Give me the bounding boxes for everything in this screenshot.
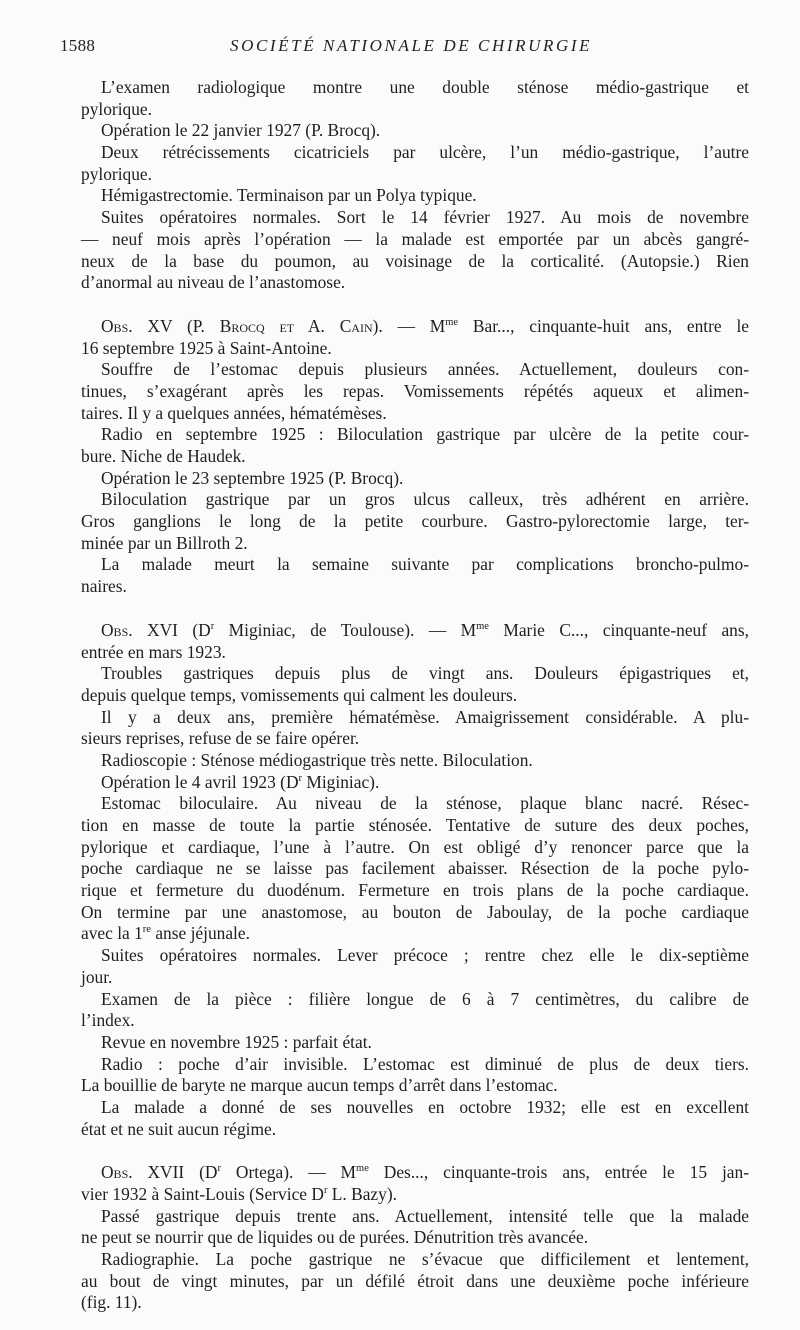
text-line (81, 1184, 749, 1206)
superscript: re (142, 924, 151, 936)
observation-15 (81, 316, 749, 598)
text-line: pylorique et cardiaque, l’une à l’autre. On est obligé d’y renoncer parce que la (81, 836, 749, 857)
text-line: Il y a deux ans, première hématémèse. Amaigrissement considérable. A plu- (101, 706, 749, 727)
text-line: Suites opératoires normales. Sort le 14 février 1927. Au mois de novembre (101, 207, 749, 228)
text-line: pylorique. (81, 98, 152, 119)
text-line: bure. Niche de Haudek. (81, 446, 246, 466)
text-line (101, 772, 749, 794)
superscript: me (476, 620, 489, 632)
text-line: sieurs reprises, refuse de se faire opérer. (81, 728, 360, 749)
text-line: Estomac biloculaire. Au niveau de la sténose, plaque blanc nacré. Résec- (101, 793, 749, 814)
text-line: Opération le 22 janvier 1927 (P. Brocq). (101, 120, 381, 141)
text-line: minée par un Billroth 2. (81, 532, 248, 553)
text-line: poche cardiaque ne se laisse pas facilement abaisser. Résection de la poche pylo- (81, 858, 749, 879)
text-line: Deux rétrécissements cicatriciels par ulcère, l’un médio-gastrique, l’autre (101, 142, 749, 163)
text-line: La malade a donné de ses nouvelles en octobre 1932; elle est en excellent (101, 1096, 749, 1117)
text-line: neux de la base du poumon, au voisinage de la corticalité. (Autopsie.) Rien (81, 250, 749, 271)
text-line (81, 923, 749, 945)
text-fragment: Des..., cinquante-trois ans, entrée le 15 jan- (368, 1162, 749, 1183)
text-line: (fig. 11). (81, 1292, 142, 1313)
observation-heading: Obs. XVI (D (101, 619, 211, 640)
text-fragment: avec la 1 (81, 923, 143, 944)
page-number: 1588 (60, 36, 96, 55)
text-line: Radioscopie : Sténose médiogastrique très nette. Biloculation. (101, 749, 533, 770)
text-line: Passé gastrique depuis trente ans. Actuellement, intensité telle que la malade (101, 1205, 749, 1226)
observation-heading: Obs. XVII (D (101, 1162, 218, 1183)
text-line: tinues, s’exagérant après les repas. Vomissements répétés aqueux et alimen- (81, 380, 749, 401)
case-continuation (81, 77, 749, 294)
text-line (101, 620, 749, 642)
superscript: me (445, 316, 459, 328)
text-line: L’examen radiologique montre une double sténose médio-gastrique et (101, 77, 749, 97)
running-header (60, 36, 750, 58)
body-text (81, 77, 749, 1314)
text-line: entrée en mars 1923. (81, 641, 226, 662)
text-line: l’index. (81, 1010, 135, 1031)
superscript: r (217, 1163, 221, 1175)
text-line: Hémigastrectomie. Terminaison par un Polya typique. (101, 185, 477, 206)
text-fragment: Bar..., cinquante-huit ans, entre le (458, 315, 749, 336)
text-line: Suites opératoires normales. Lever précoce ; rentre chez elle le dix-septième (101, 945, 749, 966)
text-line: depuis quelque temps, vomissements qui calment les douleurs. (81, 684, 518, 705)
text-fragment: Ortega). — M (220, 1162, 357, 1183)
text-line: Examen de la pièce : filière longue de 6 à 7 centimètres, du calibre de (101, 988, 749, 1009)
text-line: La bouillie de baryte ne marque aucun temps d’arrêt dans l’estomac. (81, 1075, 558, 1096)
paragraph-gap (81, 1140, 749, 1162)
paragraph-gap (81, 598, 749, 620)
text-line: Troubles gastriques depuis plus de vingt ans. Douleurs épigastriques et, (101, 663, 749, 684)
text-line: taires. Il y a quelques années, hématémèses. (81, 402, 387, 423)
observation-16 (81, 620, 749, 1141)
text-line: d’anormal au niveau de l’anastomose. (81, 272, 346, 293)
text-fragment: Miginiac). (302, 771, 380, 792)
text-line: Souffre de l’estomac depuis plusieurs années. Actuellement, douleurs con- (101, 359, 749, 380)
observation-heading: Obs. XV (P. Brocq et A. Cain). — M (101, 315, 446, 336)
text-line: état et ne suit aucun régime. (81, 1118, 277, 1139)
text-fragment: Marie C..., cinquante-neuf ans, (488, 619, 749, 640)
text-line: Radio en septembre 1925 : Biloculation gastrique par ulcère de la petite cour- (101, 424, 749, 445)
text-fragment: L. Bazy). (327, 1184, 397, 1204)
text-line: Gros ganglions le long de la petite courbure. Gastro-pylorectomie large, ter- (81, 511, 749, 532)
text-line: naires. (81, 576, 127, 597)
text-line: Opération le 23 septembre 1925 (P. Brocq). (101, 467, 404, 488)
text-line: jour. (81, 966, 113, 987)
text-line: Radiographie. La poche gastrique ne s’évacue que difficilement et lentement, (101, 1249, 749, 1270)
text-line: 16 septembre 1925 à Saint-Antoine. (81, 337, 332, 358)
text-line: Revue en novembre 1925 : parfait état. (101, 1031, 372, 1052)
text-line: — neuf mois après l’opération — la malade est emportée par un abcès gangré- (81, 228, 749, 249)
text-fragment: Miginiac, de Toulouse). — M (214, 619, 477, 640)
text-line: On termine par une anastomose, au bouton de Jaboulay, de la poche cardiaque (81, 901, 749, 922)
paragraph-gap (81, 294, 749, 316)
text-line (101, 316, 749, 338)
observation-17 (81, 1162, 749, 1314)
text-line: rique et fermeture du duodénum. Fermeture en trois plans de la poche cardiaque. (81, 880, 749, 901)
text-line: Radio : poche d’air invisible. L’estomac est diminué de plus de deux tiers. (101, 1053, 749, 1074)
text-line: La malade meurt la semaine suivante par complications broncho-pulmo- (101, 554, 749, 575)
text-line (101, 1162, 749, 1184)
text-fragment: Opération le 4 avril 1923 (D (101, 771, 299, 792)
superscript: r (210, 620, 215, 632)
superscript: me (356, 1163, 369, 1175)
text-fragment: anse jéjunale. (150, 923, 250, 944)
text-line: Biloculation gastrique par un gros ulcus calleux, très adhérent en arrière. (101, 489, 749, 510)
text-line: ne peut se nourrir que de liquides ou de purées. Dénutrition très avancée. (81, 1227, 589, 1248)
text-fragment: vier 1932 à Saint-Louis (Service D (81, 1184, 324, 1204)
running-title: SOCIÉTÉ NATIONALE DE CHIRURGIE (230, 36, 593, 55)
superscript: r (323, 1185, 328, 1196)
text-line: au bout de vingt minutes, par un défilé étroit dans une deuxième poche inférieure (81, 1270, 749, 1291)
text-line: pylorique. (81, 163, 152, 184)
text-line: tion en masse de toute la partie sténosée. Tentative de suture des deux poches, (81, 815, 749, 835)
superscript: r (298, 772, 303, 784)
